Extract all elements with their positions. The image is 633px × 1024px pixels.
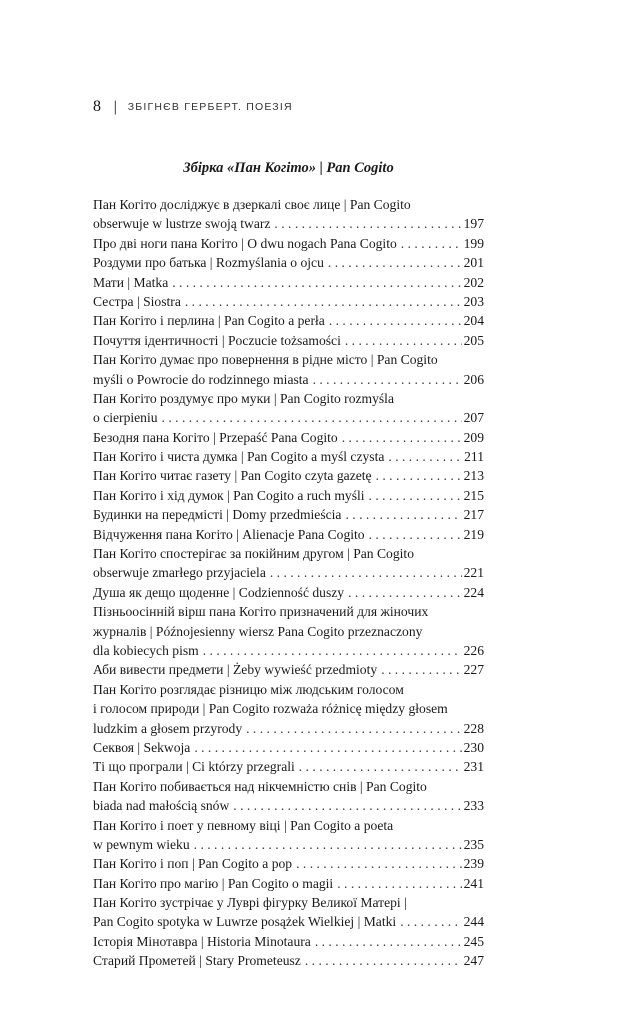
toc-entry: [93, 854, 484, 873]
toc-page-number: 221: [463, 565, 484, 581]
toc-entry: [93, 583, 484, 602]
section-title: Збірка «Пан Когіто» | Pan Cogito: [183, 160, 394, 176]
toc-entry-title: Пан Когіто і поп | Pan Cogito a pop: [93, 856, 293, 872]
toc-page-number: 247: [463, 953, 484, 969]
toc-line: [93, 932, 484, 951]
dot-leader: [388, 447, 462, 466]
toc-entry: [93, 311, 484, 330]
dot-leader: [270, 563, 462, 582]
toc-entry: [93, 466, 484, 485]
toc-page-number: 207: [463, 410, 484, 426]
toc-line: [93, 234, 484, 253]
toc-entry: [93, 273, 484, 292]
toc-line: [93, 719, 484, 738]
toc-entry-title: Пан Когіто і хід думок | Pan Cogito a ruch myśli: [93, 487, 365, 503]
dot-leader: [296, 854, 462, 873]
toc-line: [93, 951, 484, 970]
dot-leader: [381, 660, 461, 679]
toc-entry-title: Пан Когіто розглядає різницю між людським голосом: [93, 681, 404, 697]
dot-leader: [369, 486, 462, 505]
toc-line: [93, 486, 484, 505]
toc-entry: [93, 525, 484, 544]
toc-entry-title: w pewnym wieku: [93, 836, 190, 852]
dot-leader: [172, 273, 461, 292]
toc-line: [93, 738, 484, 757]
toc-entry-title: Пізньоосінній вірш пана Когіто призначений для жіночих: [93, 604, 429, 620]
dot-leader: [315, 932, 462, 951]
dot-leader: [329, 311, 462, 330]
toc-line: [93, 466, 484, 485]
toc-page-number: 213: [463, 468, 484, 484]
toc-line: [93, 370, 484, 389]
toc-page-number: 204: [463, 313, 484, 329]
dot-leader: [203, 641, 462, 660]
toc-entry: [93, 195, 484, 234]
toc-entry-title: Ті що програли | Ci którzy przegrali: [93, 759, 295, 775]
toc-line: [93, 893, 484, 912]
dot-leader: [345, 331, 462, 350]
toc-page-number: 197: [463, 216, 484, 232]
toc-entry: [93, 447, 484, 466]
toc-page-number: 231: [463, 759, 484, 775]
toc-entry: [93, 951, 484, 970]
toc-entry: [93, 777, 484, 816]
toc-entry-title: Сестра | Siostra: [93, 293, 181, 309]
toc-page-number: 241: [463, 875, 484, 891]
toc-line: [93, 544, 484, 563]
table-of-contents: [93, 195, 484, 971]
toc-entry: [93, 932, 484, 951]
toc-entry-title: Пан Когіто і поет у певному віці | Pan Cogito a poeta: [93, 817, 394, 833]
toc-entry-title: Будинки на передмісті | Domy przedmieścia: [93, 507, 342, 523]
toc-page-number: 205: [463, 332, 484, 348]
toc-line: [93, 602, 484, 621]
toc-line: [93, 331, 484, 350]
dot-leader: [299, 757, 462, 776]
toc-page-number: 217: [463, 507, 484, 523]
toc-page-number: 209: [463, 429, 484, 445]
toc-entry: [93, 428, 484, 447]
dot-leader: [328, 253, 462, 272]
toc-page-number: 226: [463, 642, 484, 658]
running-head: [93, 96, 553, 118]
toc-line: [93, 292, 484, 311]
toc-entry-title: Аби вивести предмети | Żeby wywieść przedmioty: [93, 662, 378, 678]
toc-page-number: 202: [463, 274, 484, 290]
toc-entry-title: Пан Когіто роздумує про муки | Pan Cogito rozmyśla: [93, 390, 394, 406]
toc-line: [93, 505, 484, 524]
toc-entry: [93, 602, 484, 660]
toc-line: [93, 796, 484, 815]
dot-leader: [246, 719, 461, 738]
toc-entry-title: Пан Когіто думає про повернення в рідне місто | Pan Cogito: [93, 352, 438, 368]
toc-line: [93, 757, 484, 776]
toc-entry-title: Безодня пана Когіто | Przepaść Pana Cogito: [93, 429, 338, 445]
toc-entry: [93, 292, 484, 311]
toc-page-number: 239: [463, 856, 484, 872]
toc-entry: [93, 680, 484, 738]
toc-entry: [93, 486, 484, 505]
toc-entry: [93, 660, 484, 679]
toc-line: [93, 912, 484, 931]
toc-entry-title: Секвоя | Sekwoja: [93, 739, 191, 755]
toc-page-number: 199: [463, 235, 484, 251]
toc-line: [93, 816, 484, 835]
toc-page-number: 228: [463, 720, 484, 736]
toc-entry-title: Пан Когіто і перлина | Pan Cogito a perła: [93, 313, 325, 329]
toc-entry-title: Пан Когіто побивається над нікчемністю снів | Pan Cogito: [93, 778, 427, 794]
dot-leader: [376, 466, 462, 485]
dot-leader: [401, 234, 462, 253]
toc-entry-title: Мати | Matka: [93, 274, 169, 290]
toc-entry: [93, 505, 484, 524]
toc-line: [93, 195, 484, 214]
toc-entry-title: Роздуми про батька | Rozmyślania o ojcu: [93, 255, 324, 271]
toc-entry: [93, 757, 484, 776]
toc-line: [93, 350, 484, 369]
toc-line: [93, 253, 484, 272]
toc-line: [93, 408, 484, 427]
toc-line: [93, 214, 484, 233]
toc-line: [93, 777, 484, 796]
dot-leader: [305, 951, 462, 970]
dot-leader: [233, 796, 461, 815]
dot-leader: [185, 292, 462, 311]
toc-line: [93, 641, 484, 660]
toc-line: [93, 525, 484, 544]
dot-leader: [313, 370, 462, 389]
toc-entry-title: Пан Когіто про магію | Pan Cogito o magii: [93, 875, 334, 891]
toc-page-number: 219: [463, 526, 484, 542]
toc-entry-title: Пан Когіто досліджує в дзеркалі своє лице | Pan Cogito: [93, 197, 411, 212]
dot-leader: [345, 505, 461, 524]
toc-line: [93, 583, 484, 602]
toc-line: [93, 874, 484, 893]
toc-entry: [93, 234, 484, 253]
toc-line: [93, 699, 484, 718]
toc-page-number: 201: [463, 255, 484, 271]
toc-entry: [93, 253, 484, 272]
toc-line: [93, 563, 484, 582]
toc-page-number: 230: [463, 739, 484, 755]
toc-entry-title: Історія Мінотавра | Historia Minotaura: [93, 933, 311, 949]
toc-entry-title: o cierpieniu: [93, 410, 158, 426]
dot-leader: [348, 583, 462, 602]
dot-leader: [342, 428, 462, 447]
toc-entry: [93, 738, 484, 757]
toc-entry-title: Старий Прометей | Stary Prometeusz: [93, 953, 301, 969]
dot-leader: [162, 408, 462, 427]
toc-entry-title: Про дві ноги пана Когіто | O dwu nogach Pana Cogito: [93, 235, 397, 251]
toc-entry: [93, 350, 484, 389]
toc-line: [93, 680, 484, 699]
toc-entry-title: Почуття ідентичності | Poczucie tożsamości: [93, 332, 341, 348]
toc-entry: [93, 874, 484, 893]
toc-line: [93, 854, 484, 873]
toc-line: [93, 311, 484, 330]
toc-page-number: 211: [464, 449, 484, 465]
toc-entry: [93, 893, 484, 932]
toc-page-number: 215: [463, 487, 484, 503]
toc-page-number: 233: [463, 798, 484, 814]
toc-entry-title: Відчуження пана Когіто | Alienacje Pana Cogito: [93, 526, 365, 542]
dot-leader: [337, 874, 461, 893]
toc-entry-title: obserwuje w lustrze swoją twarz: [93, 216, 271, 232]
toc-entry-title: Пан Когіто і чиста думка | Pan Cogito a myśl czysta: [93, 449, 385, 465]
toc-entry: [93, 389, 484, 428]
toc-line: [93, 660, 484, 679]
toc-entry-title: myśli o Powrocie do rodzinnego miasta: [93, 371, 309, 387]
toc-page-number: 206: [463, 371, 484, 387]
toc-entry-title: Пан Когіто читає газету | Pan Cogito czyta gazetę: [93, 468, 372, 484]
toc-page-number: 235: [463, 836, 484, 852]
toc-entry-title: Душа як дещо щоденне | Codzienność duszy: [93, 584, 345, 600]
toc-entry-title: obserwuje zmarłego przyjaciela: [93, 565, 266, 581]
toc-line: [93, 428, 484, 447]
toc-entry-title: biada nad małością snów: [93, 798, 230, 814]
toc-entry-title: і голосом природи | Pan Cogito rozważa różnicę między głosem: [93, 701, 448, 717]
toc-entry-title: Пан Когіто спостерігає за покійним другом | Pan Cogito: [93, 546, 414, 562]
toc-line: [93, 447, 484, 466]
toc-entry-title: dla kobiecych pism: [93, 642, 199, 658]
page-number: 8: [93, 98, 101, 115]
toc-page-number: 245: [463, 933, 484, 949]
toc-entry: [93, 816, 484, 855]
dot-leader: [274, 214, 461, 233]
toc-entry: [93, 331, 484, 350]
dot-leader: [194, 835, 462, 854]
toc-entry-title: ludzkim a głosem przyrody: [93, 720, 243, 736]
toc-page-number: 203: [463, 293, 484, 309]
toc-entry-title: Pan Cogito spotyka w Luwrze posążek Wielkiej | Matki: [93, 914, 397, 930]
toc-page-number: 227: [463, 662, 484, 678]
dot-leader: [369, 525, 462, 544]
toc-page-number: 244: [463, 914, 484, 930]
toc-entry: [93, 544, 484, 583]
toc-line: [93, 389, 484, 408]
toc-entry-title: Пан Когіто зустрічає у Луврі фігурку Великої Матері |: [93, 895, 407, 911]
header-separator: |: [113, 99, 118, 115]
dot-leader: [194, 738, 461, 757]
toc-entry-title: журналів | Późnojesienny wiersz Pana Cogito przeznaczony: [93, 623, 423, 639]
book-title: ЗБІГНЄВ ГЕРБЕРТ. ПОЕЗІЯ: [127, 101, 293, 113]
toc-line: [93, 273, 484, 292]
dot-leader: [400, 912, 461, 931]
toc-line: [93, 835, 484, 854]
toc-page-number: 224: [463, 584, 484, 600]
toc-line: [93, 622, 484, 641]
